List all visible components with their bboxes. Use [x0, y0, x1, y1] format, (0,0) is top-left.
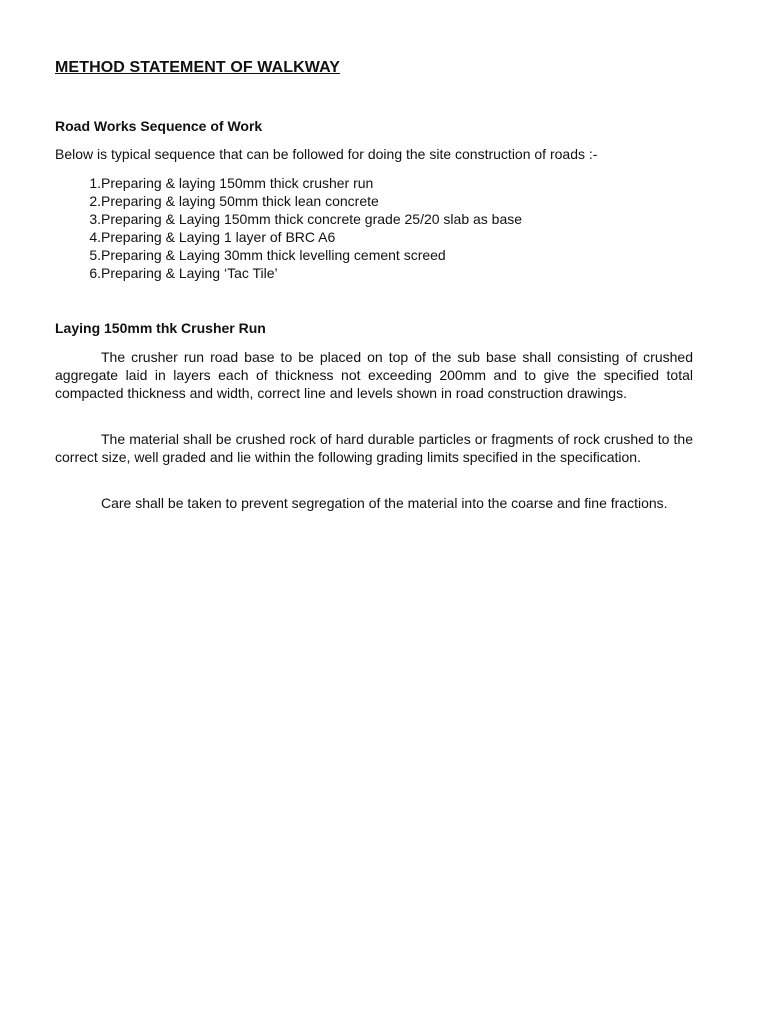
- body-paragraph: The material shall be crushed rock of hard durable particles or fragments of rock crushed to the correct size, well graded and lie within the following grading limits specified in the specification.: [55, 431, 693, 465]
- list-item-text: Preparing & Laying 150mm thick concrete grade 25/20 slab as base: [101, 211, 523, 227]
- document-title: METHOD STATEMENT OF WALKWAY: [55, 59, 341, 76]
- list-item: [55, 210, 522, 228]
- list-item-number: 6.: [89, 265, 101, 281]
- list-item: [55, 174, 522, 192]
- list-item-number: 5.: [89, 247, 101, 263]
- list-item-number: 1.: [89, 175, 101, 191]
- list-item: [55, 264, 522, 282]
- list-item: [55, 228, 522, 246]
- list-item-text: Preparing & Laying 1 layer of BRC A6: [101, 229, 336, 245]
- section-heading-sequence: Road Works Sequence of Work: [55, 118, 263, 134]
- sequence-intro: Below is typical sequence that can be followed for doing the site construction of roads :-: [55, 146, 598, 162]
- list-item-text: Preparing & Laying 30mm thick levelling cement screed: [101, 247, 446, 263]
- list-item-text: Preparing & laying 150mm thick crusher run: [101, 175, 374, 191]
- list-item: [55, 192, 522, 210]
- body-paragraph: The crusher run road base to be placed on top of the sub base shall consisting of crushed aggregate laid in layers each of thickness not exceeding 200mm and to give the specified total compacted thickness and width, correct line and levels shown in road construction drawings.: [55, 349, 693, 401]
- list-item: [55, 246, 522, 264]
- body-paragraph: Care shall be taken to prevent segregation of the material into the coarse and fine fractions.: [101, 495, 668, 511]
- sequence-steps-list: [55, 174, 522, 282]
- list-item-number: 2.: [89, 193, 101, 209]
- list-item-text: Preparing & laying 50mm thick lean concrete: [101, 193, 379, 209]
- section-heading-crusher-run: Laying 150mm thk Crusher Run: [55, 320, 266, 336]
- list-item-number: 4.: [89, 229, 101, 245]
- list-item-number: 3.: [89, 211, 101, 227]
- list-item-text: Preparing & Laying ‘Tac Tile’: [101, 265, 278, 281]
